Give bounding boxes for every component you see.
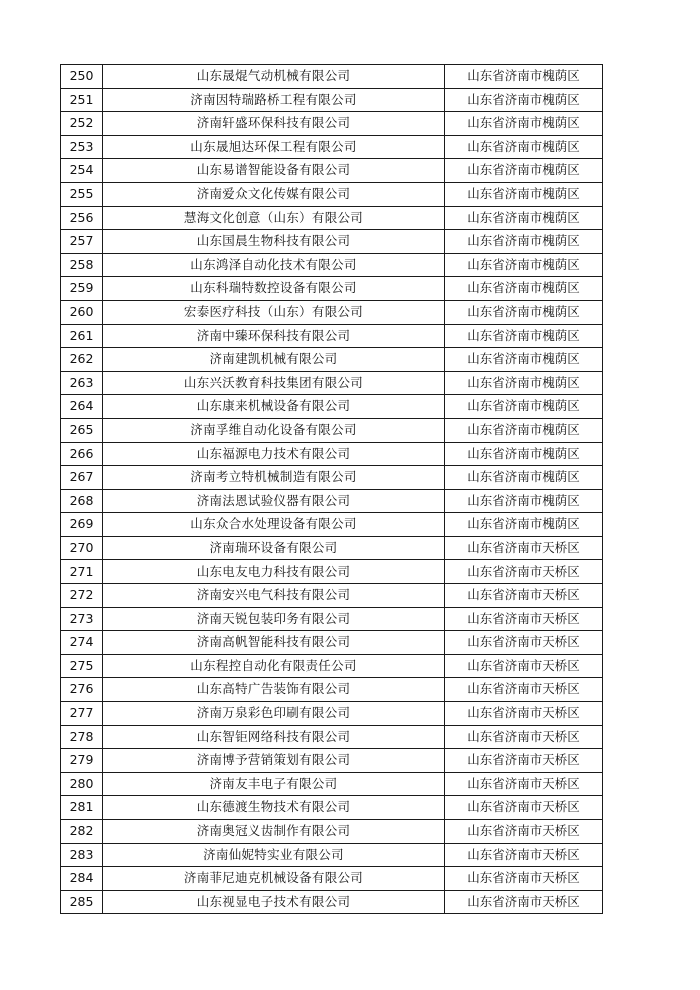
- region-name: 山东省济南市槐荫区: [445, 418, 603, 442]
- table-row: [61, 230, 603, 254]
- company-name: 山东国晨生物科技有限公司: [103, 230, 445, 254]
- row-number: 271: [61, 560, 103, 584]
- table-row: [61, 371, 603, 395]
- row-number: 283: [61, 843, 103, 867]
- table-row: [61, 536, 603, 560]
- region-name: 山东省济南市天桥区: [445, 749, 603, 773]
- row-number: 251: [61, 88, 103, 112]
- company-name: 山东德渡生物技术有限公司: [103, 796, 445, 820]
- table-row: [61, 418, 603, 442]
- row-number: 256: [61, 206, 103, 230]
- table-row: [61, 442, 603, 466]
- company-name: 济南万泉彩色印刷有限公司: [103, 702, 445, 726]
- company-name: 山东兴沃教育科技集团有限公司: [103, 371, 445, 395]
- company-name: 山东智钜网络科技有限公司: [103, 725, 445, 749]
- table-row: [61, 749, 603, 773]
- table-row: [61, 395, 603, 419]
- row-number: 264: [61, 395, 103, 419]
- company-name: 济南天锐包装印务有限公司: [103, 607, 445, 631]
- company-name: 济南爱众文化传媒有限公司: [103, 182, 445, 206]
- row-number: 253: [61, 135, 103, 159]
- company-list-table: [60, 64, 603, 914]
- region-name: 山东省济南市槐荫区: [445, 277, 603, 301]
- region-name: 山东省济南市天桥区: [445, 843, 603, 867]
- table-row: [61, 112, 603, 136]
- row-number: 262: [61, 348, 103, 372]
- region-name: 山东省济南市天桥区: [445, 584, 603, 608]
- region-name: 山东省济南市槐荫区: [445, 300, 603, 324]
- row-number: 285: [61, 890, 103, 914]
- row-number: 279: [61, 749, 103, 773]
- row-number: 261: [61, 324, 103, 348]
- table-row: [61, 702, 603, 726]
- table-row: [61, 182, 603, 206]
- row-number: 266: [61, 442, 103, 466]
- row-number: 250: [61, 65, 103, 89]
- region-name: 山东省济南市天桥区: [445, 725, 603, 749]
- company-name: 山东高特广告装饰有限公司: [103, 678, 445, 702]
- table-row: [61, 607, 603, 631]
- region-name: 山东省济南市槐荫区: [445, 112, 603, 136]
- region-name: 山东省济南市天桥区: [445, 820, 603, 844]
- region-name: 山东省济南市天桥区: [445, 678, 603, 702]
- region-name: 山东省济南市天桥区: [445, 654, 603, 678]
- company-name: 山东鸿泽自动化技术有限公司: [103, 253, 445, 277]
- row-number: 268: [61, 489, 103, 513]
- table-row: [61, 206, 603, 230]
- table-row: [61, 560, 603, 584]
- row-number: 269: [61, 513, 103, 537]
- region-name: 山东省济南市槐荫区: [445, 88, 603, 112]
- company-name: 济南因特瑞路桥工程有限公司: [103, 88, 445, 112]
- region-name: 山东省济南市槐荫区: [445, 513, 603, 537]
- table-row: [61, 725, 603, 749]
- table-row: [61, 277, 603, 301]
- company-name: 山东程控自动化有限责任公司: [103, 654, 445, 678]
- region-name: 山东省济南市天桥区: [445, 560, 603, 584]
- region-name: 山东省济南市天桥区: [445, 796, 603, 820]
- company-name: 山东易谱智能设备有限公司: [103, 159, 445, 183]
- company-name: 济南高帆智能科技有限公司: [103, 631, 445, 655]
- table-row: [61, 843, 603, 867]
- table-row: [61, 820, 603, 844]
- table-row: [61, 300, 603, 324]
- table-row: [61, 631, 603, 655]
- company-name: 慧海文化创意（山东）有限公司: [103, 206, 445, 230]
- row-number: 282: [61, 820, 103, 844]
- table-row: [61, 159, 603, 183]
- company-name: 宏泰医疗科技（山东）有限公司: [103, 300, 445, 324]
- table-row: [61, 867, 603, 891]
- company-name: 济南法恩试验仪器有限公司: [103, 489, 445, 513]
- region-name: 山东省济南市槐荫区: [445, 159, 603, 183]
- table-row: [61, 88, 603, 112]
- row-number: 284: [61, 867, 103, 891]
- table-row: [61, 772, 603, 796]
- row-number: 272: [61, 584, 103, 608]
- region-name: 山东省济南市天桥区: [445, 890, 603, 914]
- region-name: 山东省济南市天桥区: [445, 867, 603, 891]
- region-name: 山东省济南市槐荫区: [445, 230, 603, 254]
- row-number: 267: [61, 466, 103, 490]
- table-row: [61, 678, 603, 702]
- table-row: [61, 253, 603, 277]
- region-name: 山东省济南市槐荫区: [445, 395, 603, 419]
- row-number: 254: [61, 159, 103, 183]
- company-name: 山东康来机械设备有限公司: [103, 395, 445, 419]
- region-name: 山东省济南市槐荫区: [445, 489, 603, 513]
- row-number: 276: [61, 678, 103, 702]
- company-name: 山东晟旭达环保工程有限公司: [103, 135, 445, 159]
- region-name: 山东省济南市槐荫区: [445, 206, 603, 230]
- company-name: 山东众合水处理设备有限公司: [103, 513, 445, 537]
- company-name: 济南考立特机械制造有限公司: [103, 466, 445, 490]
- row-number: 275: [61, 654, 103, 678]
- table-row: [61, 489, 603, 513]
- region-name: 山东省济南市天桥区: [445, 607, 603, 631]
- region-name: 山东省济南市天桥区: [445, 772, 603, 796]
- table-body: [61, 65, 603, 914]
- region-name: 山东省济南市槐荫区: [445, 348, 603, 372]
- region-name: 山东省济南市天桥区: [445, 536, 603, 560]
- company-name: 济南友丰电子有限公司: [103, 772, 445, 796]
- row-number: 270: [61, 536, 103, 560]
- row-number: 259: [61, 277, 103, 301]
- row-number: 255: [61, 182, 103, 206]
- region-name: 山东省济南市槐荫区: [445, 135, 603, 159]
- row-number: 252: [61, 112, 103, 136]
- table-row: [61, 135, 603, 159]
- table-row: [61, 890, 603, 914]
- row-number: 278: [61, 725, 103, 749]
- row-number: 277: [61, 702, 103, 726]
- company-name: 济南仙妮特实业有限公司: [103, 843, 445, 867]
- row-number: 258: [61, 253, 103, 277]
- company-name: 山东视显电子技术有限公司: [103, 890, 445, 914]
- region-name: 山东省济南市槐荫区: [445, 324, 603, 348]
- row-number: 273: [61, 607, 103, 631]
- company-name: 山东晟焜气动机械有限公司: [103, 65, 445, 89]
- company-name: 济南奥冠义齿制作有限公司: [103, 820, 445, 844]
- row-number: 280: [61, 772, 103, 796]
- region-name: 山东省济南市天桥区: [445, 631, 603, 655]
- region-name: 山东省济南市槐荫区: [445, 442, 603, 466]
- table-row: [61, 466, 603, 490]
- region-name: 山东省济南市槐荫区: [445, 65, 603, 89]
- region-name: 山东省济南市槐荫区: [445, 182, 603, 206]
- table-row: [61, 796, 603, 820]
- row-number: 260: [61, 300, 103, 324]
- row-number: 281: [61, 796, 103, 820]
- company-name: 济南菲尼迪克机械设备有限公司: [103, 867, 445, 891]
- company-name: 济南中臻环保科技有限公司: [103, 324, 445, 348]
- table-row: [61, 584, 603, 608]
- row-number: 263: [61, 371, 103, 395]
- company-name: 山东福源电力技术有限公司: [103, 442, 445, 466]
- company-name: 济南轩盛环保科技有限公司: [103, 112, 445, 136]
- company-name: 济南建凯机械有限公司: [103, 348, 445, 372]
- region-name: 山东省济南市天桥区: [445, 702, 603, 726]
- table-row: [61, 348, 603, 372]
- company-name: 济南安兴电气科技有限公司: [103, 584, 445, 608]
- region-name: 山东省济南市槐荫区: [445, 466, 603, 490]
- row-number: 265: [61, 418, 103, 442]
- table-row: [61, 65, 603, 89]
- table-row: [61, 513, 603, 537]
- region-name: 山东省济南市槐荫区: [445, 253, 603, 277]
- table-row: [61, 654, 603, 678]
- region-name: 山东省济南市槐荫区: [445, 371, 603, 395]
- company-name: 济南瑞环设备有限公司: [103, 536, 445, 560]
- company-name: 山东科瑞特数控设备有限公司: [103, 277, 445, 301]
- row-number: 257: [61, 230, 103, 254]
- row-number: 274: [61, 631, 103, 655]
- table-row: [61, 324, 603, 348]
- company-name: 济南孚维自动化设备有限公司: [103, 418, 445, 442]
- company-name: 山东电友电力科技有限公司: [103, 560, 445, 584]
- company-name: 济南博予营销策划有限公司: [103, 749, 445, 773]
